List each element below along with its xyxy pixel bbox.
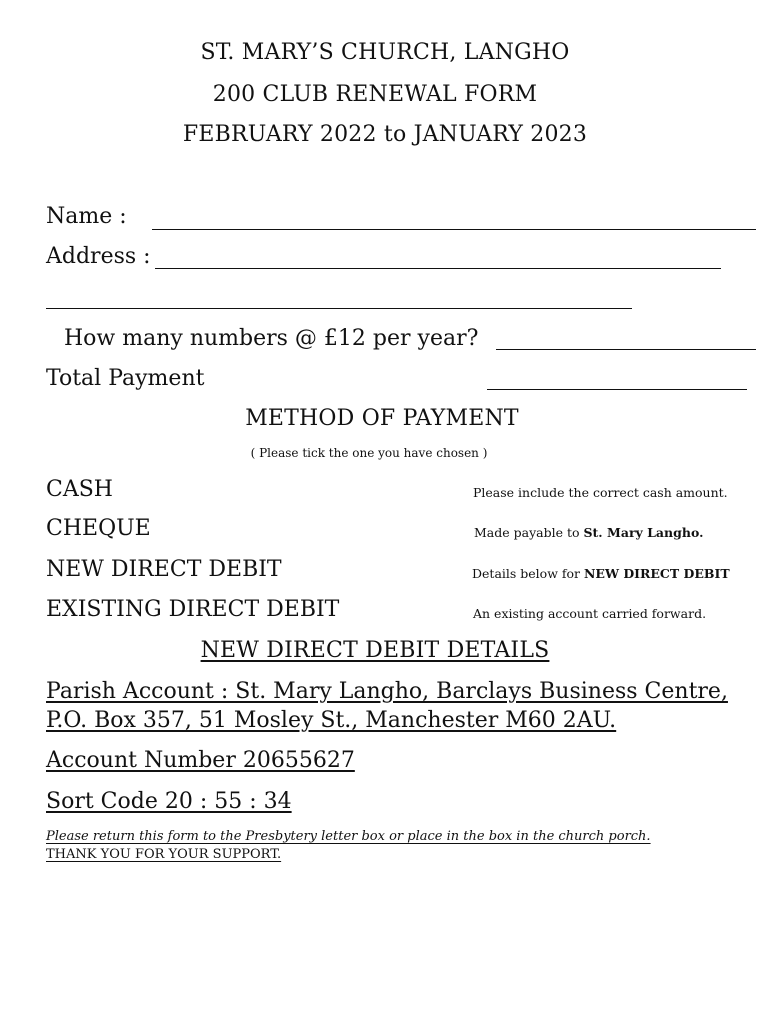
- cash-note-text: Please include the correct cash amount.: [473, 485, 728, 500]
- church-name: ST. MARY’S CHURCH, LANGHO: [200, 40, 570, 65]
- total-payment-field[interactable]: [487, 389, 747, 390]
- payment-instruction: ( Please tick the one you have chosen ): [250, 446, 488, 460]
- return-note: Please return this form to the Presbytery letter box or place in the box in the church porch.: [46, 829, 651, 844]
- option-cash[interactable]: CASH: [46, 477, 113, 502]
- numbers-label: How many numbers @ £12 per year?: [64, 326, 479, 351]
- form-title: 200 CLUB RENEWAL FORM: [212, 82, 538, 107]
- option-new-direct-debit[interactable]: NEW DIRECT DEBIT: [46, 557, 282, 582]
- option-cheque-note: [474, 525, 703, 540]
- address-field-line-2[interactable]: [46, 308, 632, 309]
- total-payment-label: Total Payment: [46, 366, 205, 391]
- payment-method-heading: METHOD OF PAYMENT: [245, 406, 519, 431]
- cheque-payee: St. Mary Langho.: [583, 525, 704, 540]
- period-text: FEBRUARY 2022 to JANUARY 2023: [182, 122, 588, 147]
- direct-debit-heading: NEW DIRECT DEBIT DETAILS: [200, 638, 550, 663]
- cheque-note-text: Made payable to: [474, 525, 584, 540]
- account-number: Account Number 20655627: [46, 748, 355, 773]
- numbers-field[interactable]: [496, 349, 756, 350]
- thank-you-note: THANK YOU FOR YOUR SUPPORT.: [46, 847, 282, 862]
- existing-dd-note-text: An existing account carried forward.: [473, 606, 707, 621]
- option-new-direct-debit-note: [472, 566, 730, 581]
- parish-account-line-2: P.O. Box 357, 51 Mosley St., Manchester M60 2AU.: [46, 708, 617, 733]
- option-cash-note: [473, 485, 728, 500]
- name-label: Name :: [46, 204, 127, 229]
- sort-code: Sort Code 20 : 55 : 34: [46, 789, 292, 814]
- option-existing-direct-debit[interactable]: EXISTING DIRECT DEBIT: [46, 597, 340, 622]
- parish-account-line-1: Parish Account : St. Mary Langho, Barclays Business Centre,: [46, 679, 728, 704]
- option-cheque[interactable]: CHEQUE: [46, 516, 151, 541]
- address-field-line-1[interactable]: [155, 268, 721, 269]
- option-existing-direct-debit-note: [473, 606, 706, 621]
- new-dd-note-bold: NEW DIRECT DEBIT: [583, 566, 730, 581]
- address-label: Address :: [46, 244, 151, 269]
- new-dd-note-text: Details below for: [472, 566, 584, 581]
- name-field[interactable]: [152, 229, 756, 230]
